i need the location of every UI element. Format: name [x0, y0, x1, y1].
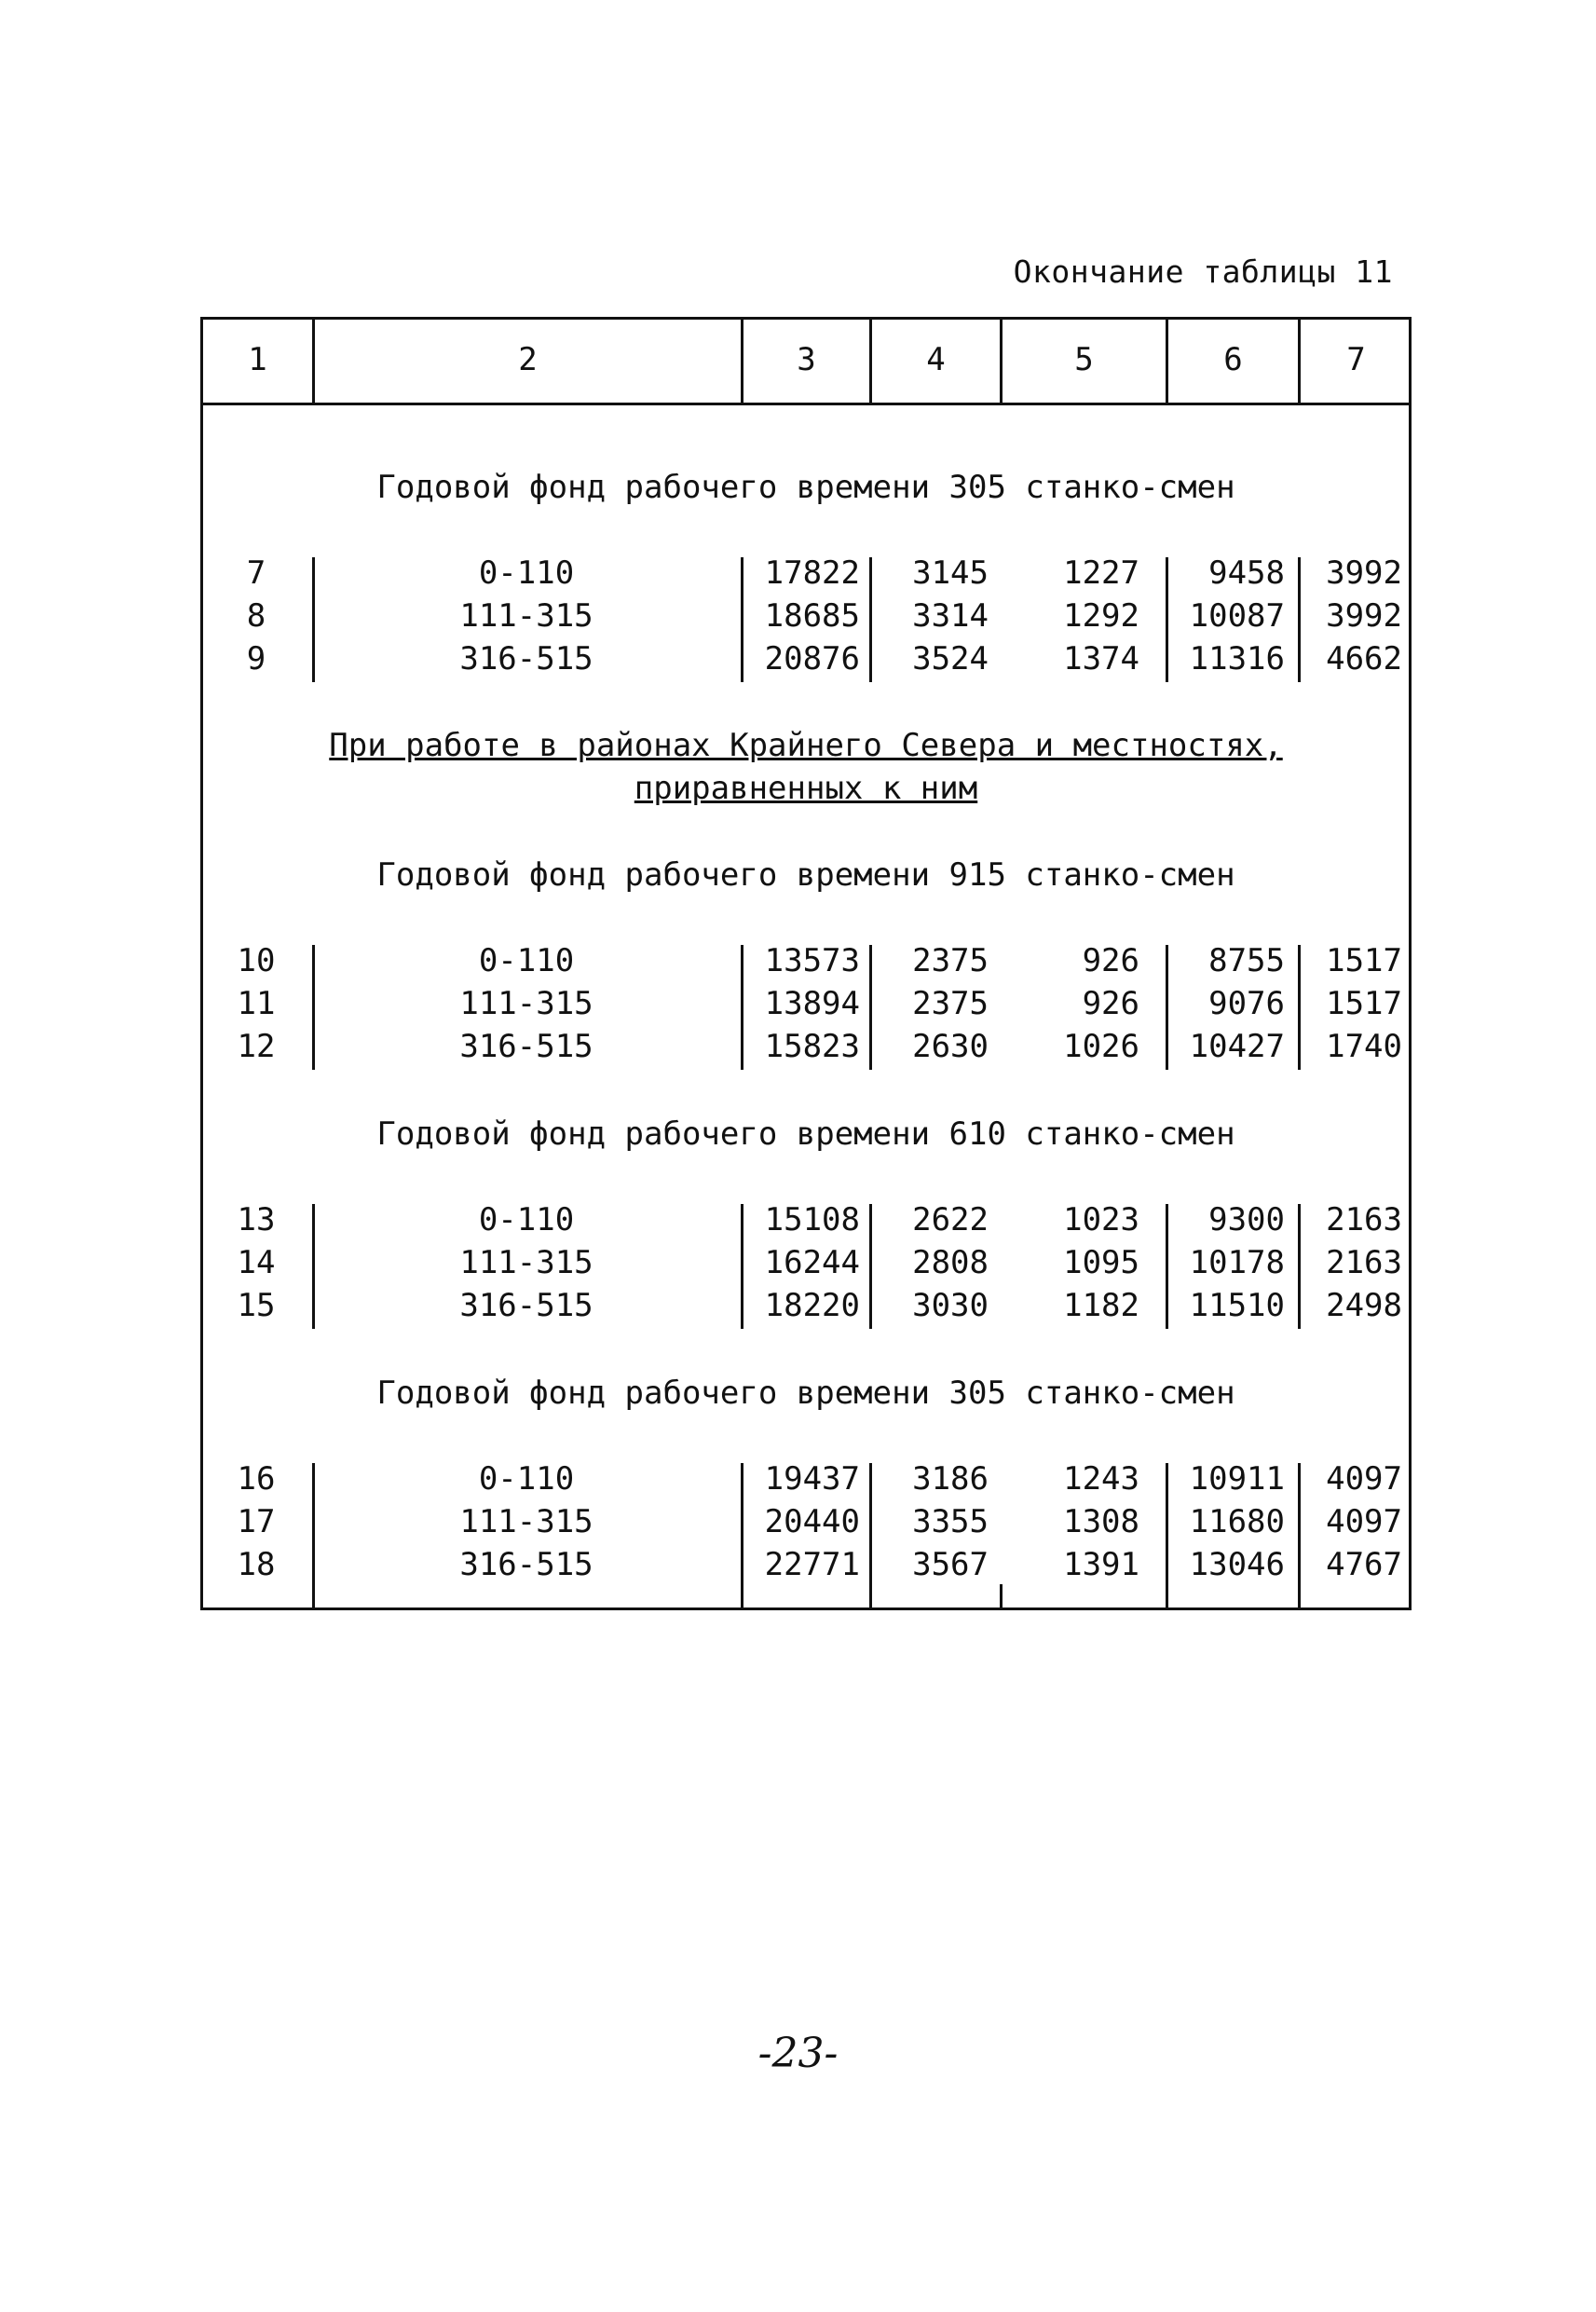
table-caption: Окончание таблицы 11 — [1013, 253, 1393, 290]
table-row: 12 316-515 15823 2630 1026 10427 1740 — [237, 1028, 1402, 1065]
table-row: 16 0-110 19437 3186 1243 10911 4097 — [237, 1460, 1402, 1498]
table-row: 17 111-315 20440 3355 1308 11680 4097 — [237, 1503, 1402, 1540]
table-row: 8 111-315 18685 3314 1292 10087 3992 — [246, 597, 1402, 635]
header-col-5: 5 — [1074, 341, 1094, 378]
region-heading-line-2: приравненных к ним — [634, 770, 978, 807]
table-row: 13 0-110 15108 2622 1023 9300 2163 — [237, 1201, 1402, 1238]
table-row: 11 111-315 13894 2375 926 9076 1517 — [237, 985, 1402, 1022]
region-heading-line-1: При работе в районах Крайнего Севера и местностях, — [329, 727, 1283, 764]
header-col-2: 2 — [518, 341, 538, 378]
page-number: -23- — [757, 2030, 839, 2077]
header-col-3: 3 — [797, 341, 816, 378]
section-title: Годовой фонд рабочего времени 305 станко-смен — [376, 1375, 1235, 1412]
table-row: 18 316-515 22771 3567 1391 13046 4767 — [237, 1546, 1402, 1583]
header-col-4: 4 — [926, 341, 946, 378]
section-title: Годовой фонд рабочего времени 610 станко-смен — [376, 1115, 1235, 1153]
section-title: Годовой фонд рабочего времени 915 станко-смен — [376, 856, 1235, 894]
table-row: 10 0-110 13573 2375 926 8755 1517 — [237, 942, 1402, 979]
header-col-7: 7 — [1346, 341, 1366, 378]
table-row: 9 316-515 20876 3524 1374 11316 4662 — [246, 640, 1402, 677]
header-col-1: 1 — [248, 341, 267, 378]
section-title: Годовой фонд рабочего времени 305 станко-смен — [376, 469, 1235, 506]
table-row: 7 0-110 17822 3145 1227 9458 3992 — [246, 554, 1402, 592]
header-divider — [200, 403, 1412, 405]
table-row: 15 316-515 18220 3030 1182 11510 2498 — [237, 1287, 1402, 1324]
header-col-6: 6 — [1223, 341, 1243, 378]
table-row: 14 111-315 16244 2808 1095 10178 2163 — [237, 1244, 1402, 1281]
